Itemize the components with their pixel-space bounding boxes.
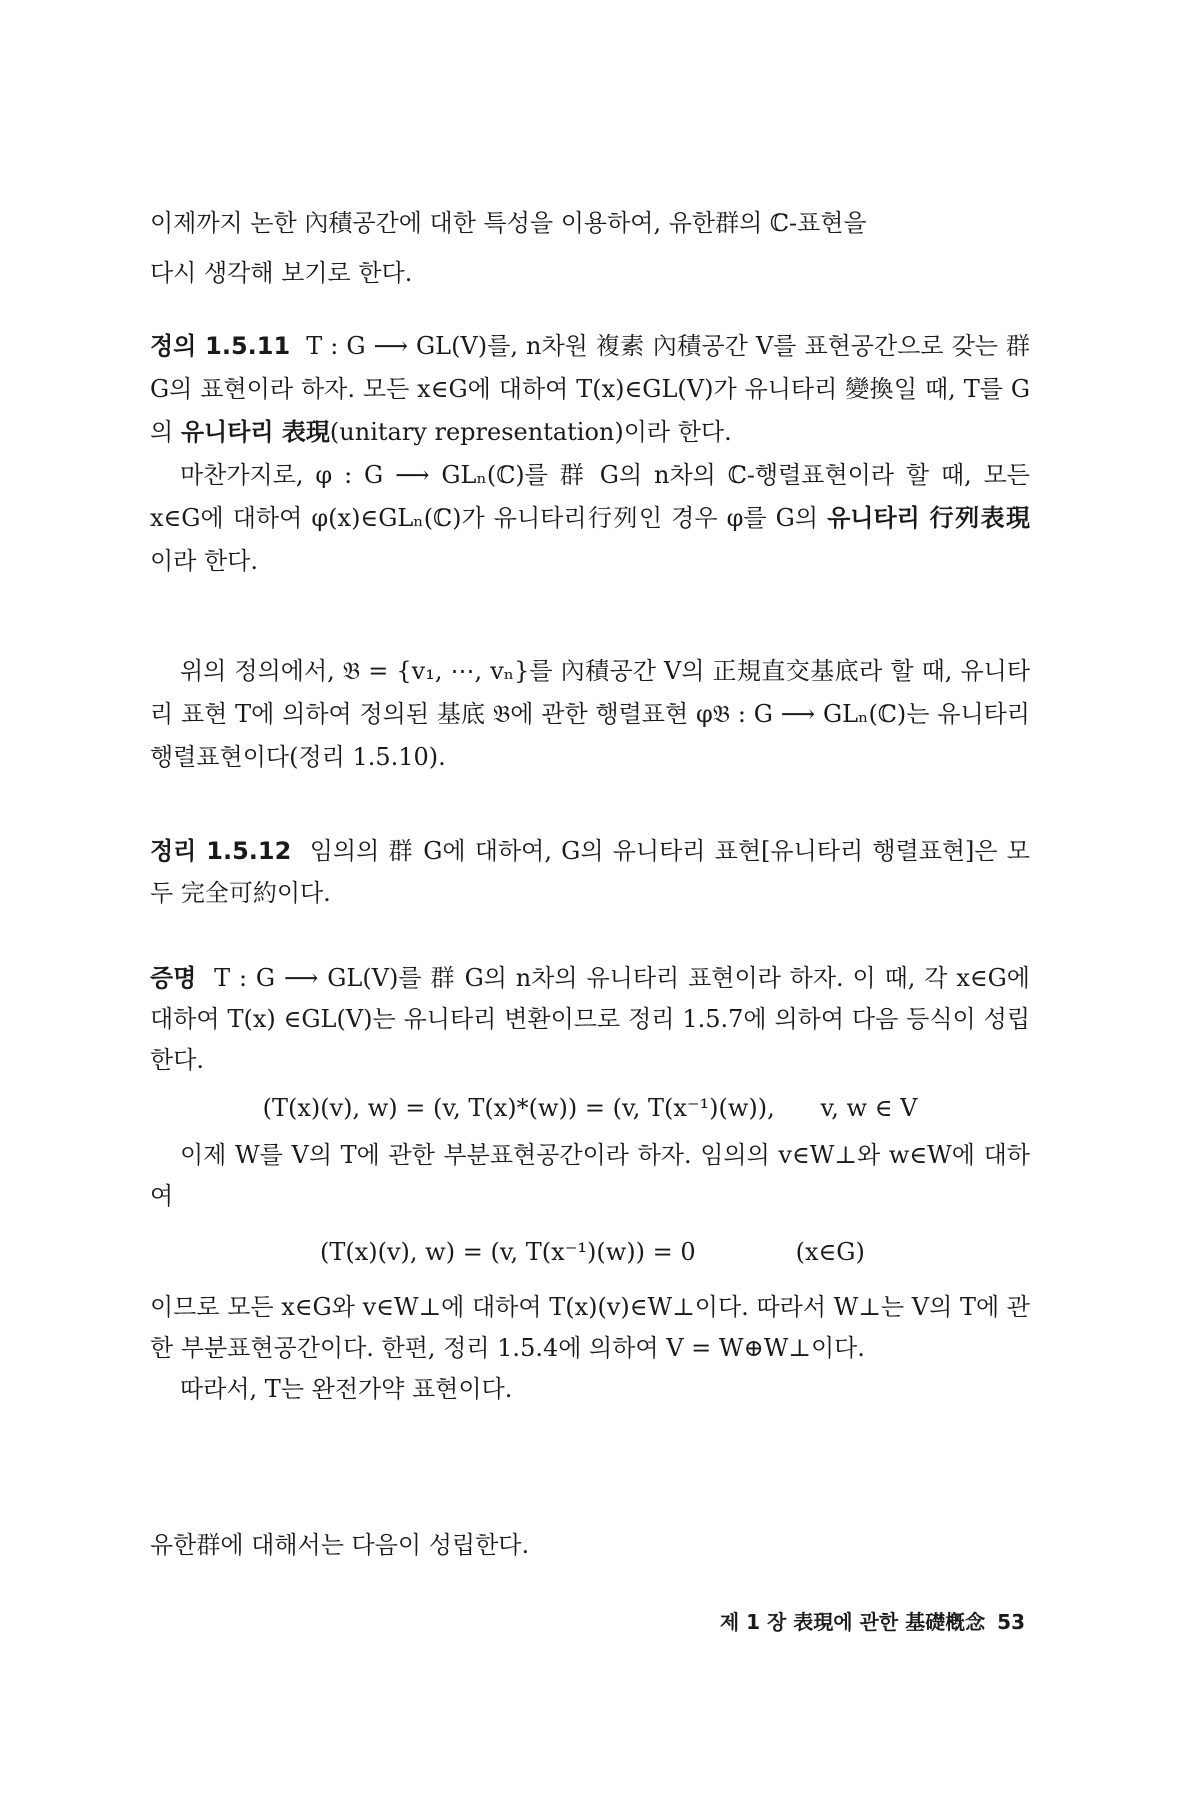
theorem-text: 임의의 群 G에 대하여, G의 유니타리 표현[유니타리 행렬표현]은 모두 完全可約이다.	[150, 837, 1030, 907]
intro-line-1: 이제까지 논한 內積공간에 대한 특성을 이용하여, 유한群의 ℂ-표현을	[150, 209, 867, 237]
definition-term-2: 유니타리 行列表現	[827, 504, 1030, 532]
intro-line-2: 다시 생각해 보기로 한다.	[150, 259, 413, 287]
proof-block	[150, 958, 1030, 1410]
theorem-label: 정리 1.5.12	[150, 837, 292, 865]
definition-paragraph-2	[150, 454, 1030, 583]
definition-tail-2: 이라 한다.	[150, 547, 258, 575]
equation-2-body: (T(x)(v), w) = (v, T(x⁻¹)(w)) = 0	[320, 1238, 696, 1266]
definition-text-2: 마찬가지로, φ : G ⟶ GLₙ(ℂ)를 群 G의 n차의 ℂ-행렬표현이라 할 때, 모든 x∈G에 대하여 φ(x)∈GLₙ(ℂ)가 유니타리行列인 경우 φ를 G의	[150, 461, 1030, 532]
definition-tail-1: (unitary representation)이라 한다.	[329, 418, 732, 446]
proof-paragraph-4: 따라서, T는 완전가약 표현이다.	[180, 1375, 513, 1403]
definition-label: 정의 1.5.11	[150, 332, 291, 360]
proof-text-1: T : G ⟶ GL(V)를 群 G의 n차의 유니타리 표현이라 하자. 이 때, 각 x∈G에 대하여 T(x) ∈GL(V)는 유니타리 변환이므로 정리 1.5.7에 의하여 다음 등식이 성립한다.	[150, 964, 1030, 1074]
page-number: 53	[997, 1610, 1025, 1634]
equation-2-condition: (x∈G)	[795, 1238, 865, 1266]
equation-2	[150, 1217, 1030, 1287]
definition-term-1: 유니타리 表現	[180, 418, 330, 446]
chapter-title: 제 1 장 表現에 관한 基礎槪念	[719, 1610, 986, 1634]
basis-paragraph: 위의 정의에서, 𝔅 = {v₁, ⋯, vₙ}를 內積공간 V의 正規直交基底라 할 때, 유니타리 표현 T에 의하여 정의된 基底 𝔅에 관한 행렬표현 φ𝔅 : G ⟶ GLₙ(ℂ)는 유니타리 행렬표현이다(정리 1.5.10).	[150, 657, 1030, 771]
basis-paragraph-block	[150, 650, 1030, 779]
proof-paragraph-3: 이므로 모든 x∈G와 v∈W⊥에 대하여 T(x)(v)∈W⊥이다. 따라서 W⊥는 V의 T에 관한 부분표현공간이다. 한편, 정리 1.5.4에 의하여 V = W⊕W⊥이다.	[150, 1293, 1030, 1362]
intro-paragraph	[150, 198, 1030, 298]
proof-paragraph-1	[150, 958, 1030, 1081]
proof-paragraph-2: 이제 W를 V의 T에 관한 부분표현공간이라 하자. 임의의 v∈W⊥와 w∈W에 대하여	[150, 1141, 1030, 1210]
definition-block	[150, 325, 1030, 583]
theorem-paragraph	[150, 830, 1030, 914]
closing-sentence: 유한群에 대해서는 다음이 성립한다.	[150, 1531, 530, 1559]
page-footer	[720, 1606, 1025, 1635]
equation-1: (T(x)(v), w) = (v, T(x)*(w)) = (v, T(x⁻¹)(w)), v, w ∈ V	[262, 1094, 918, 1122]
definition-paragraph-1	[150, 325, 1030, 454]
proof-label: 증명	[150, 964, 197, 992]
definition-text-1: T : G ⟶ GL(V)를, n차원 複素 內積공간 V를 표현공간으로 갖는 群 G의 표현이라 하자. 모든 x∈G에 대하여 T(x)∈GL(V)가 유니타리 變換일 때, T를 G의	[150, 332, 1030, 446]
theorem-block	[150, 830, 1030, 914]
